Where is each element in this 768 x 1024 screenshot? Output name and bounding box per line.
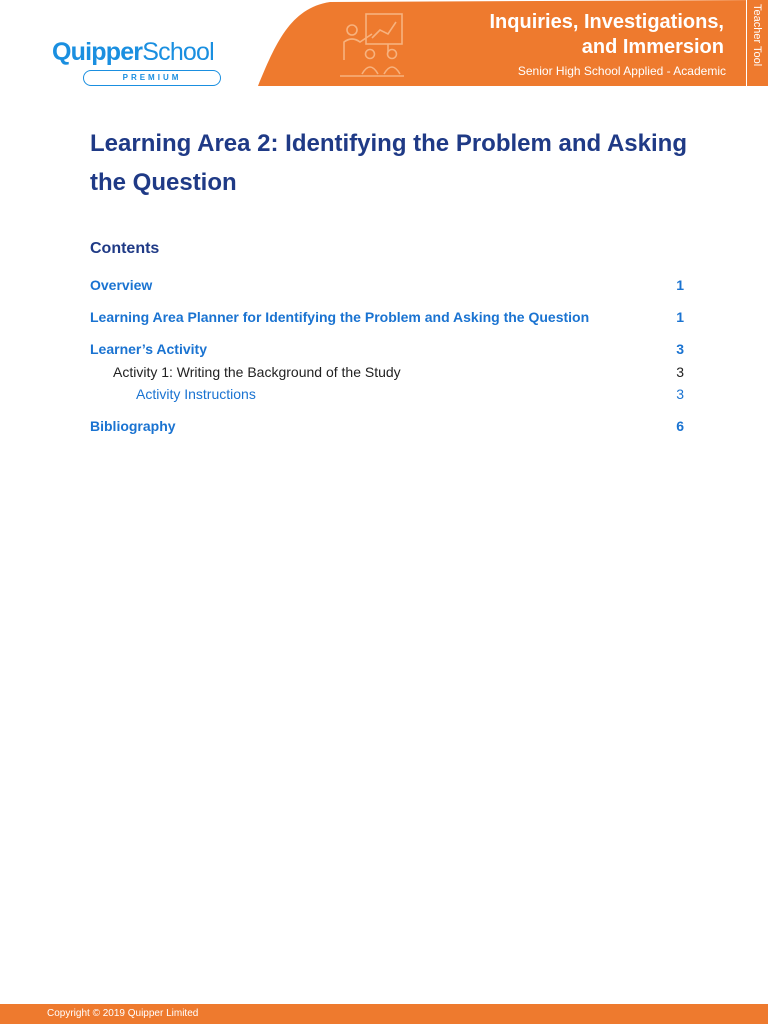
- teacher-tool-label: Teacher Tool: [751, 4, 763, 67]
- course-title: Inquiries, Investigations, and Immersion: [489, 11, 724, 58]
- logo-quipper-text: Quipper: [52, 38, 143, 66]
- copyright-text: Copyright © 2019 Quipper Limited: [47, 1008, 199, 1019]
- header-banner: [0, 0, 768, 86]
- toc-entry-learning-area-planner[interactable]: Learning Area Planner for Identifying the Problem and Asking the Question 1: [90, 309, 684, 325]
- teacher-tool-tab: [746, 0, 768, 86]
- course-subtitle: Senior High School Applied - Academic: [517, 64, 726, 78]
- contents-heading: Contents: [90, 240, 160, 257]
- logo-premium-badge: PREMIUM: [83, 70, 221, 86]
- footer-bar: [0, 1004, 768, 1024]
- toc-entry-overview[interactable]: Overview 1: [90, 277, 684, 293]
- logo-school-text: School: [142, 38, 214, 66]
- toc-entry-activity-1[interactable]: Activity 1: Writing the Background of the Study 3: [113, 364, 684, 380]
- toc-entry-learners-activity[interactable]: Learner’s Activity 3: [90, 341, 684, 357]
- toc-entry-activity-instructions[interactable]: Activity Instructions 3: [136, 386, 684, 402]
- document-title: Learning Area 2: Identifying the Problem and Asking the Question: [90, 130, 687, 196]
- toc-entry-bibliography[interactable]: Bibliography 6: [90, 418, 684, 434]
